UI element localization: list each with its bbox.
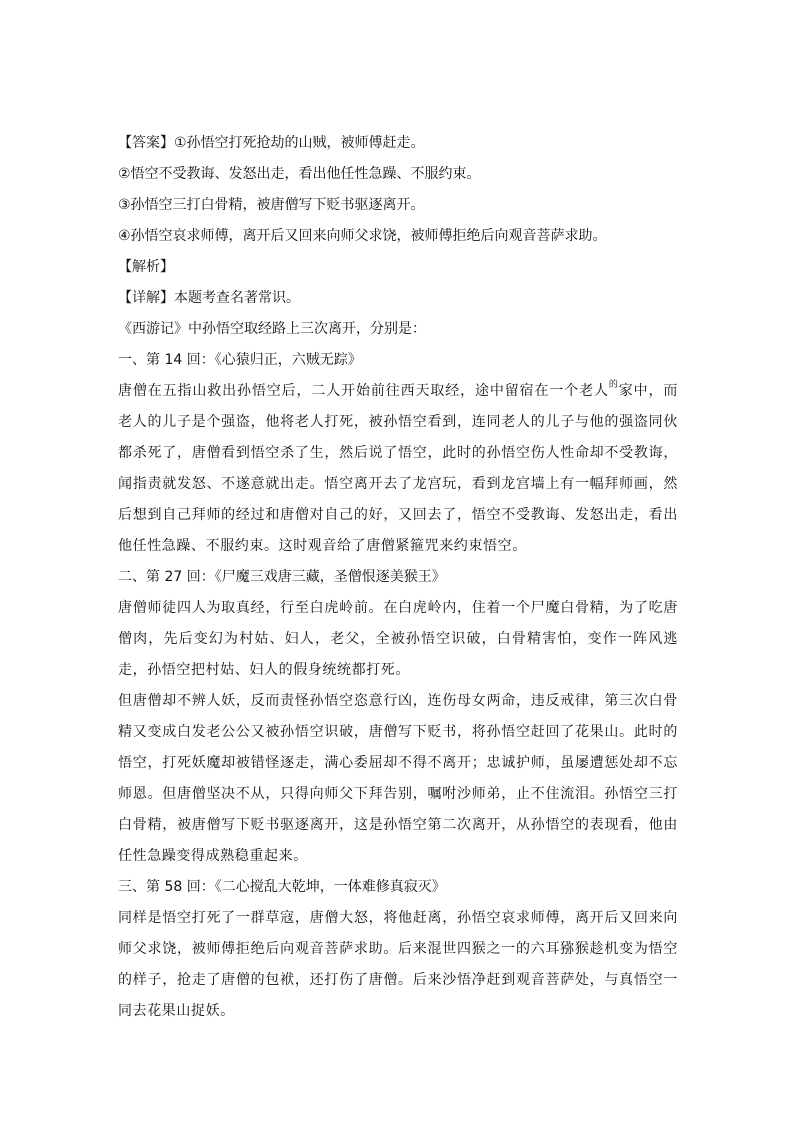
- section-2-paragraph-1: 唐僧师徒四人为取真经，行至白虎岭前。在白虎岭内，住着一个尸魔白骨精，为了吃唐僧肉，先后变幻为村姑、妇人，老父，全被孙悟空识破，白骨精害怕，变作一阵风逃走，孙悟空把村姑、妇人的假身统统都打死。: [118, 600, 678, 678]
- answer-line-1: 【答案】①孙悟空打死抢劫的山贼，被师傅赶走。: [118, 135, 425, 151]
- section-2-title: 二、第 27 回：《尸魔三戏唐三藏，圣僧恨逐美猴王》: [118, 569, 446, 585]
- document-body: [118, 128, 678, 1027]
- section-1-title: 一、第 14 回：《心猿归正，六贼无踪》: [118, 352, 362, 368]
- analysis-detail: 【详解】本题考查名著常识。: [118, 290, 300, 306]
- section-3-title: 三、第 58 回：《二心搅乱大乾坤，一体难修真寂灭》: [118, 879, 446, 895]
- section-3-paragraph: 同样是悟空打死了一群草寇，唐僧大怒，将他赶离，孙悟空哀求师傅，离开后又回来向师父求饶，被师傅拒绝后向观音菩萨求助。后来混世四猴之一的六耳猕猴趁机变为悟空的样子，抢走了唐僧的包袱，还打伤了唐僧。后来沙悟净赶到观音菩萨处，与真悟空一同去花果山捉妖。: [118, 910, 678, 1019]
- answer-line-4: ④孙悟空哀求师傅，离开后又回来向师父求饶，被师傅拒绝后向观音菩萨求助。: [118, 228, 607, 244]
- section-1-superscript: 的: [608, 380, 619, 390]
- section-1-text-start: 唐僧在五指山救出孙悟空后，二人开始前往西天取经，途中留宿在一个老人: [118, 383, 609, 399]
- section-1-paragraph: [118, 376, 678, 562]
- answer-line-2: ②悟空不受教诲、发怒出走，看出他任性急躁、不服约束。: [118, 166, 481, 182]
- section-2-paragraph-2: 但唐僧却不辨人妖，反而责怪孙悟空恣意行凶，连伤母女两命，违反戒律，第三次白骨精又变成白发老公公又被孙悟空识破，唐僧写下贬书，将孙悟空赶回了花果山。此时的悟空，打死妖魔却被错怪逐走，满心委屈却不得不离开；忠诚护师，虽屡遭惩处却不忘师恩。但唐僧坚决不从，只得向师父下拜告别，嘱咐沙师弟，止不住流泪。孙悟空三打白骨精，被唐僧写下贬书驱逐离开，这是孙悟空第二次离开，从孙悟空的表现看，他由任性急躁变得成熟稳重起来。: [118, 693, 678, 864]
- section-1-text-end: 家中，而老人的儿子是个强盗，他将老人打死，被孙悟空看到，连同老人的儿子与他的强盗同伙都杀死了，唐僧看到悟空杀了生，然后说了悟空，此时的孙悟空伤人性命却不受教诲，闻指责就发怒、不遂意就出走。悟空离开去了龙宫玩，看到龙宫墙上有一幅拜师画，然后想到自己拜师的经过和唐僧对自己的好，又回去了，悟空不受教诲、发怒出走，看出他任性急躁、不服约束。这时观音给了唐僧紧箍咒来约束悟空。: [118, 383, 678, 554]
- answer-line-3: ③孙悟空三打白骨精，被唐僧写下贬书驱逐离开。: [118, 197, 425, 213]
- analysis-intro: 《西游记》中孙悟空取经路上三次离开，分别是：: [118, 321, 426, 337]
- analysis-heading: 【解析】: [118, 259, 174, 275]
